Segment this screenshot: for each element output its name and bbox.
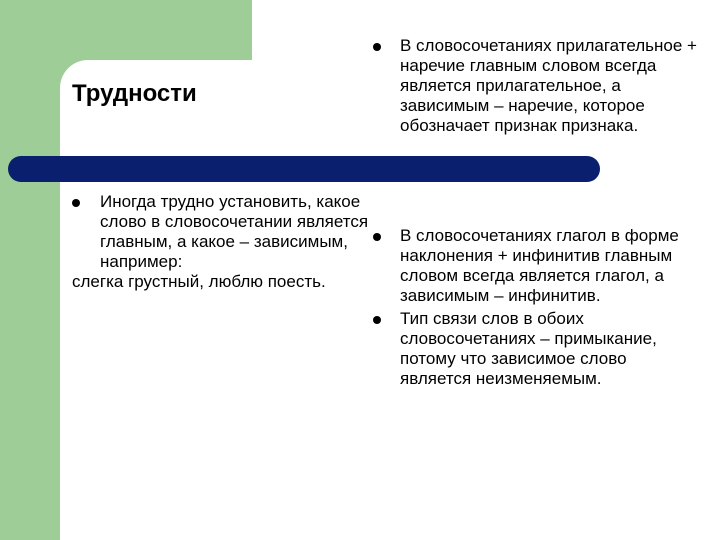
example-text: слегка грустный, люблю поесть. — [72, 272, 326, 291]
bullet-item — [400, 309, 700, 389]
bullet-dot-icon — [72, 199, 80, 207]
bullet-item — [400, 226, 700, 306]
bullet-dot-icon — [373, 233, 381, 241]
bullet-item — [72, 192, 370, 292]
top-accent-block — [0, 0, 252, 60]
divider-bar — [8, 156, 600, 182]
left-accent-strip — [0, 0, 60, 540]
bullet-text: Иногда трудно установить, какое слово в словосочетании является главным, а какое – зависимым, например: — [100, 192, 369, 271]
title-area — [60, 60, 252, 170]
bullet-text: В словосочетаниях прилагательное + наречие главным словом всегда является прилагательное, а зависимым – наречие, которое обозначает признак признака. — [400, 36, 697, 135]
right-bottom-bullet-list — [400, 226, 700, 389]
right-top-bullet-list — [400, 36, 700, 136]
bullet-text: Тип связи слов в обоих словосочетаниях – примыкание, потому что зависимое слово является неизменяемым. — [400, 309, 657, 388]
bullet-dot-icon — [373, 43, 381, 51]
bullet-dot-icon — [373, 316, 381, 324]
left-bullet-list — [72, 192, 370, 292]
bullet-item — [400, 36, 700, 136]
slide-title: Трудности — [72, 80, 197, 107]
bullet-text: В словосочетаниях глагол в форме наклонения + инфинитив главным словом всегда является глагол, а зависимым – инфинитив. — [400, 226, 679, 305]
